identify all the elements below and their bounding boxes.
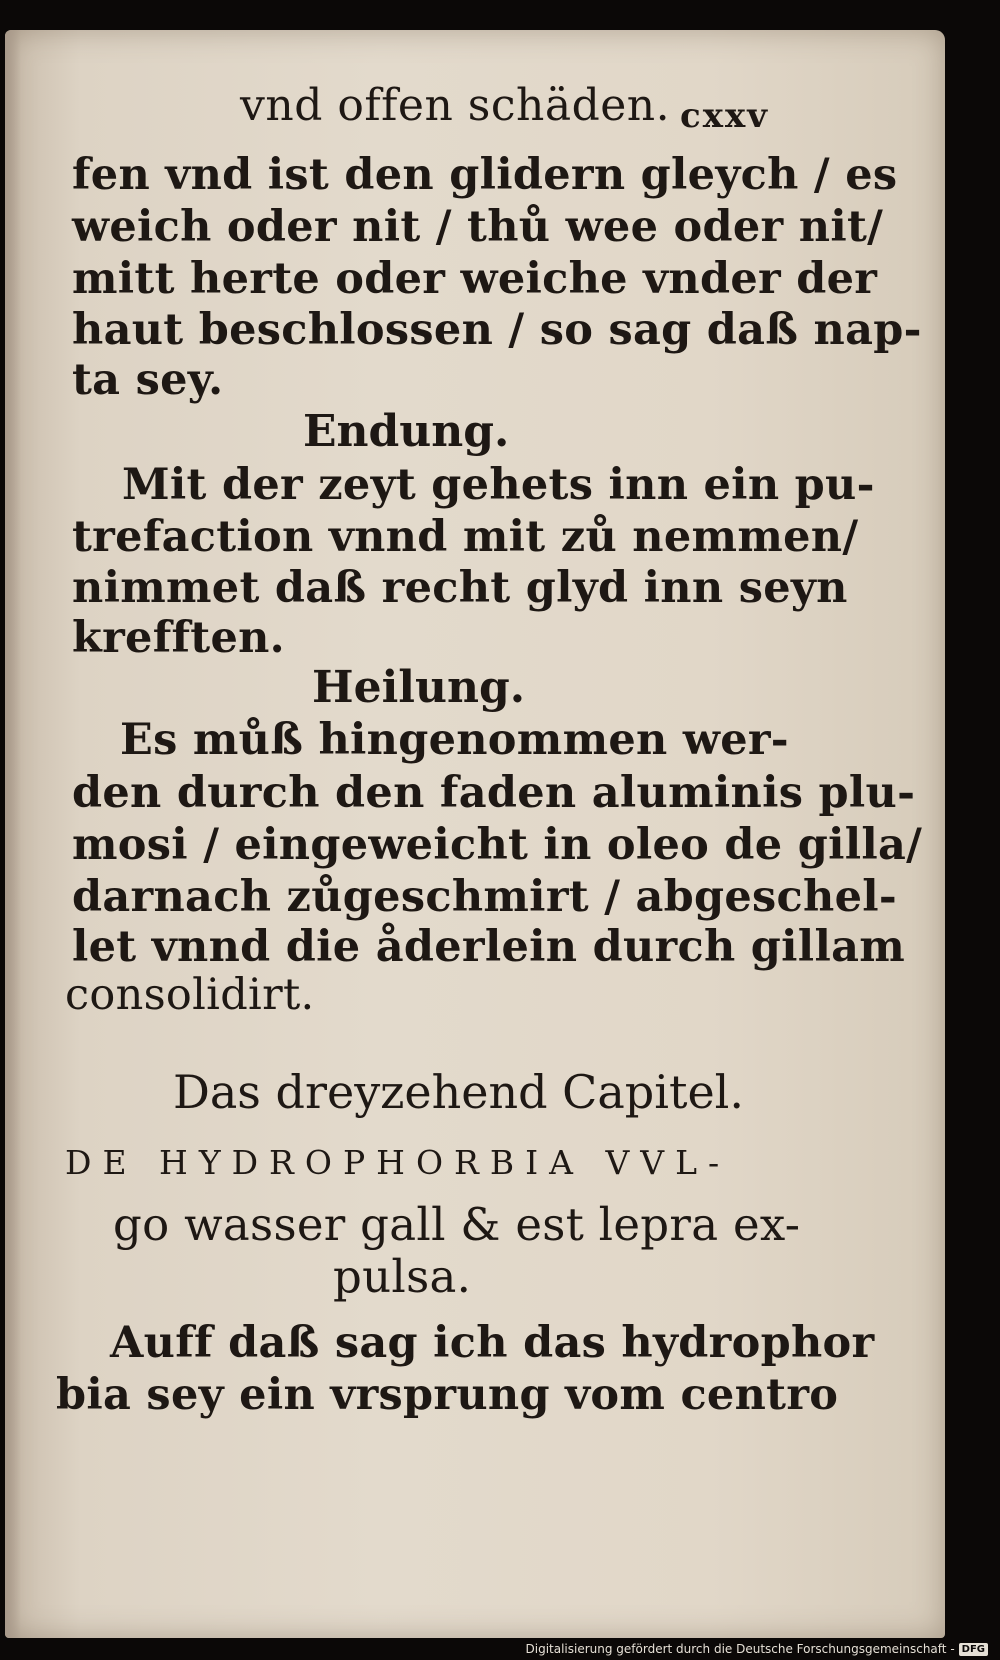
section-heading-endung: Endung.: [303, 406, 510, 457]
text-line: bia sey ein vrsprung vom centro: [56, 1370, 839, 1420]
text-line: fen vnd ist den glidern gleych / es: [72, 150, 898, 200]
text-line: den durch den faden aluminis plu-: [72, 768, 916, 818]
text-line: ta sey.: [72, 355, 224, 405]
text-line: Auff daß sag ich das hydrophor: [110, 1318, 875, 1368]
latin-title-caps: DE HYDROPHORBIA VVL-: [65, 1143, 731, 1182]
folio-number: cxxv: [680, 96, 769, 136]
text-line: nimmet daß recht glyd inn seyn: [72, 563, 848, 613]
text-line: mitt herte oder weiche vnder der: [72, 254, 878, 304]
text-line: Es můß hingenommen wer-: [120, 715, 789, 765]
digitization-credit: [526, 1642, 989, 1656]
chapter-title: Das dreyzehend Capitel.: [173, 1065, 745, 1119]
text-line: Mit der zeyt gehets inn ein pu-: [122, 460, 875, 510]
text-line: darnach zůgeschmirt / abgeschel-: [72, 872, 898, 922]
text-line: haut beschlossen / so sag daß nap-: [72, 305, 922, 355]
text-line: trefaction vnnd mit zů nemmen/: [72, 512, 859, 562]
section-heading-heilung: Heilung.: [312, 662, 526, 713]
running-header: vnd offen schäden.: [240, 80, 671, 131]
credit-text: Digitalisierung gefördert durch die Deutsche Forschungsgemeinschaft -: [525, 1642, 955, 1656]
latin-title-line: pulsa.: [333, 1250, 472, 1303]
text-line: weich oder nit / thů wee oder nit/: [72, 202, 884, 252]
dfg-logo: DFG: [959, 1643, 988, 1656]
text-line: mosi / eingeweicht in oleo de gilla/: [72, 820, 923, 870]
text-line: consolidirt.: [65, 970, 315, 1020]
latin-title-line: go wasser gall & est lepra ex-: [113, 1198, 801, 1251]
text-line: let vnnd die åderlein durch gillam: [72, 922, 906, 972]
page-gutter-shadow: [5, 30, 21, 1638]
text-line: krefften.: [72, 613, 285, 663]
